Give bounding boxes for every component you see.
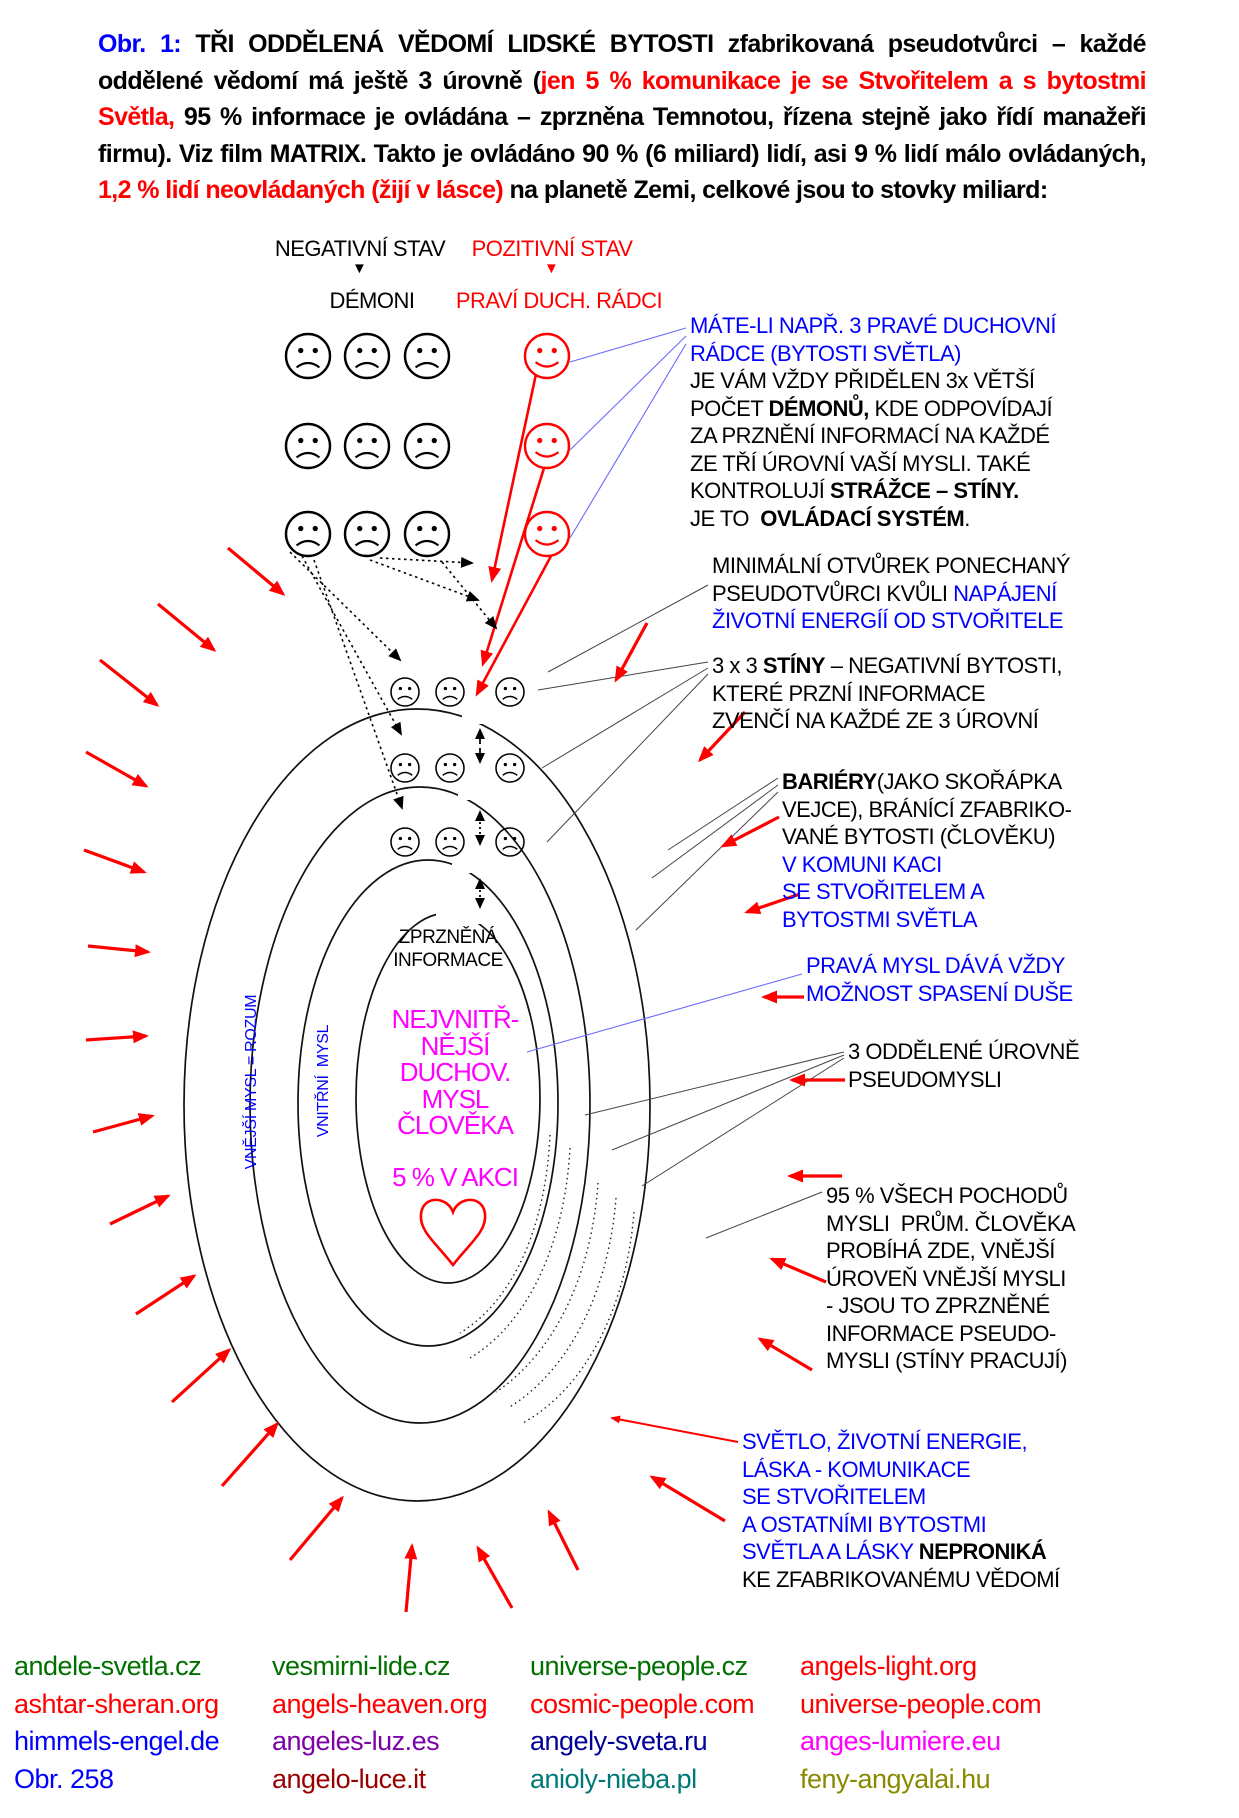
text-segment: vesmirni-lide.cz [272,1651,451,1681]
text-segment: anges-lumiere.eu [800,1726,1001,1757]
spirit-guide-faces [525,334,569,556]
footer-links-column-3 [530,1648,754,1798]
text-line [848,1038,1079,1066]
text-segment: MYSL [421,1083,489,1114]
text-line [690,422,1056,450]
text-line [782,796,1071,824]
text-line [806,980,1073,1008]
shadow-faces [391,678,524,856]
text-segment: BARIÉRY [782,769,877,794]
text-segment: SVĚTLO, ŽIVOTNÍ ENERGIE, [742,1429,1028,1454]
text-segment: – NEGATIVNÍ BYTOSTI, [825,653,1062,678]
text-line [742,1566,1060,1594]
text-line [800,1648,1041,1686]
frowning-face-icon [391,828,419,856]
text-segment: Obr. 1: [98,30,196,58]
text-segment: na planetě Zemi, celkové jsou to stovky miliard: [503,176,1048,204]
text-segment: ÚROVEŇ VNĚJŠÍ MYSLI [826,1265,1066,1291]
text-segment: 3 x 3 [712,653,763,678]
text-segment: A OSTATNÍMI BYTOSTMI [742,1511,987,1537]
text-line [530,1686,754,1724]
text-segment: angels-heaven.org [272,1688,488,1719]
smiling-face-icon [525,512,569,556]
text-segment: PSEUDOMYSLI [848,1066,1002,1092]
text-segment: SE STVOŘITELEM A [782,879,985,904]
text-segment: TŘI ODDĚLENÁ VĚDOMÍ LIDSKÉ BYTOSTI zfabrikovaná pseudotvůrci – každé oddělené vědomí má ještě 3 úrovně ( [98,30,1153,95]
text-segment: PROBÍHÁ ZDE, VNĚJŠÍ [826,1238,1055,1263]
text-line [712,707,1062,735]
negative-state-label: NEGATIVNÍ STAV [274,236,446,261]
text-segment: V KOMUNI KACI [782,851,942,877]
text-line [690,505,1056,533]
text-line [690,450,1056,478]
text-line [826,1210,1075,1238]
text-line [826,1182,1075,1210]
frowning-face-icon [286,424,330,468]
frowning-face-icon [286,334,330,378]
text-line [848,1066,1079,1094]
text-line [782,851,1071,879]
text-line [530,1761,754,1799]
text-segment: angely-sveta.ru [530,1726,708,1757]
smiling-face-icon [525,334,569,378]
text-segment: NAPÁJENÍ [953,580,1057,606]
text-segment: 3 ODDĚLENÉ ÚROVNĚ [848,1039,1080,1064]
text-segment: angels-light.org [800,1651,977,1681]
text-line [742,1483,1060,1511]
text-segment: anioly-nieba.pl [530,1763,697,1794]
positive-state-label: POZITIVNÍ STAV [471,236,633,261]
text-segment: SE STVOŘITELEM [742,1484,926,1509]
frowning-face-icon [345,334,389,378]
text-line [800,1723,1041,1761]
guide-pointer-lines [570,328,686,538]
smiling-face-icon [525,424,569,468]
demons-label: DÉMONI [329,288,415,313]
text-line [826,1265,1075,1293]
text-segment: NEJVNITŘ- [391,1004,519,1034]
text-line [355,1006,555,1033]
text-segment: VANÉ BYTOSTI (ČLOVĚKU) [782,824,1056,849]
text-line [712,652,1062,680]
annotation-barriers [782,768,1071,933]
text-segment: VEJCE), BRÁNÍCÍ ZFABRIKO- [782,796,1072,822]
text-segment: PRAVÁ MYSL DÁVÁ VŽDY [806,953,1065,978]
text-segment: jen 5 % komunikace je se Stvořitelem a s bytostmi Světla, [98,66,1153,131]
text-line [690,477,1056,505]
text-segment: - JSOU TO ZPRZNĚNÉ [826,1293,1050,1318]
spirit-guides-label: PRAVÍ DUCH. RÁDCI [455,288,663,313]
text-segment: andele-svetla.cz [14,1651,202,1681]
inner-mind-ring-label: VNITŘNÍ MYSL [315,1024,332,1138]
text-segment: MOŽNOST SPASENÍ DUŠE [806,980,1073,1006]
annotation-guides [690,312,1056,532]
frowning-face-icon [436,828,464,856]
text-line [712,552,1070,580]
text-segment: OVLÁDACÍ SYSTÉM [760,505,965,531]
annotation-true-mind [806,952,1073,1007]
text-line [530,1723,754,1761]
text-line [14,1761,219,1799]
text-line [712,580,1070,608]
corrupted-information-label [348,926,548,972]
text-line [530,1648,754,1686]
shell-openings [436,697,542,924]
text-segment: ashtar-sheran.org [14,1688,219,1719]
text-segment: MYSLI (STÍNY PRACUJÍ) [826,1348,1067,1373]
frowning-face-icon [436,678,464,706]
text-segment: cosmic-people.com [530,1688,755,1719]
footer-links-column-2 [272,1648,487,1798]
text-segment: MYSLI PRŮM. ČLOVĚKA [826,1210,1076,1236]
text-segment: NĚJŠÍ [420,1030,490,1061]
annotation-light [742,1428,1060,1593]
text-segment: POČET [690,395,769,421]
text-segment: INFORMACE PSEUDO- [826,1320,1056,1346]
text-segment: KDE ODPOVÍDAJÍ [868,395,1053,421]
text-line [690,367,1056,395]
text-segment: JE TO [690,505,761,531]
text-segment: 95 % VŠECH POCHODŮ [826,1183,1068,1208]
text-line [826,1292,1075,1320]
annotation-levels [848,1038,1079,1093]
text-segment: ŽIVOTNÍ ENERGÍÍ OD STVOŘITELE [712,608,1063,633]
light-pointer-line [612,1418,738,1442]
frowning-face-icon [405,334,449,378]
text-segment: SVĚTLA A LÁSKY [742,1539,919,1564]
text-line [690,312,1056,340]
text-line [355,1059,555,1086]
down-arrow-icon: ▼ [544,260,559,277]
text-segment: BYTOSTMI SVĚTLA [782,906,978,932]
text-segment: DÉMONŮ, [768,395,869,421]
text-line [826,1347,1075,1375]
text-segment: LÁSKA - KOMUNIKACE [742,1456,971,1482]
text-line [800,1761,1041,1799]
text-segment: ČLOVĚKA [397,1110,513,1140]
text-line [742,1511,1060,1539]
text-segment: ZE TŘÍ ÚROVNÍ VAŠÍ MYSLI. TAKÉ [690,450,1031,476]
true-mind-pointer-line [527,974,802,1052]
frowning-face-icon [391,678,419,706]
text-line [800,1686,1041,1724]
text-segment: STRÁŽCE – STÍNY. [829,478,1019,503]
text-line [272,1648,487,1686]
text-line [272,1761,487,1799]
frowning-face-icon [391,754,419,782]
text-segment: ZA PRZNĚNÍ INFORMACÍ NA KAŽDÉ [690,423,1050,448]
text-line [355,1030,555,1061]
annotation-opening [712,552,1070,635]
text-segment: ZPRZNĚNÁ [398,927,498,948]
frowning-face-icon [436,754,464,782]
outer-mind-ring-label: VNĚJŠÍ MYSL = ROZUM [243,994,260,1170]
text-line [806,952,1073,980]
text-segment: JE VÁM VŽDY PŘIDĚLEN 3x VĚTŠÍ [690,368,1035,393]
text-line [826,1237,1075,1265]
text-line [826,1320,1075,1348]
figure-caption [98,26,1153,209]
text-line [690,395,1056,423]
guide-influence-lines [477,374,551,694]
text-segment: STÍNY [762,653,826,678]
text-segment: himmels-engel.de [14,1726,220,1757]
text-segment: PSEUDOTVŮRCI KVŮLI [712,580,954,606]
text-segment: ZVENČÍ NA KAŽDÉ ZE 3 ÚROVNÍ [712,708,1039,733]
text-segment: INFORMACE [393,950,503,971]
frowning-face-icon [286,512,330,556]
text-line [742,1538,1060,1566]
frowning-face-icon [345,424,389,468]
text-segment: (JAKO SKOŘÁPKA [876,769,1062,794]
down-arrow-icon: ▼ [352,260,367,277]
text-segment: 95 % informace je ovládána – zprzněna Temnotou, řízena stejně jako řídí manažeři firmu). Viz film MATRIX. Takto je ovládáno 90 % (6 miliard) lidí, asi 9 % lidí málo ovládaných, [98,103,1153,168]
footer-links-column-4 [800,1648,1041,1798]
text-line [782,823,1071,851]
text-segment: KONTROLUJÍ [690,478,830,503]
text-segment: MÁTE-LI NAPŘ. 3 PRAVÉ DUCHOVNÍ [690,313,1056,338]
text-segment: angelo-luce.it [272,1763,426,1794]
text-line [782,906,1071,934]
text-line [348,926,548,949]
text-line [712,680,1062,708]
footer-links-column-1 [14,1648,219,1798]
annotation-processes [826,1182,1075,1375]
text-segment: NEPRONIKÁ [918,1539,1047,1564]
text-line [14,1723,219,1761]
text-segment: angeles-luz.es [272,1726,440,1757]
text-line [742,1428,1060,1456]
text-line [14,1648,219,1686]
frowning-face-icon [405,424,449,468]
text-segment: MINIMÁLNÍ OTVŮREK PONECHANÝ [712,553,1071,578]
text-segment: Obr. 258 [14,1763,114,1794]
text-segment: KTERÉ PRZNÍ INFORMACE [712,680,986,706]
text-segment: universe-people.com [800,1688,1042,1719]
text-segment: KE ZFABRIKOVANÉMU VĚDOMÍ [742,1566,1060,1592]
text-line [742,1456,1060,1484]
text-segment: RÁDCE (BYTOSTI SVĚTLA) [690,340,961,366]
text-line [355,1112,555,1139]
text-segment: universe-people.cz [530,1651,748,1681]
text-line [272,1686,487,1724]
demon-faces [286,334,449,556]
innermost-mind-label [355,1006,555,1139]
text-line [272,1723,487,1761]
text-segment: 1,2 % lidí neovládaných (žijí v lásce) [98,176,504,204]
text-line [14,1686,219,1724]
frowning-face-icon [405,512,449,556]
text-segment: feny-angyalai.hu [800,1763,991,1794]
demon-influence-arrows [290,552,496,808]
text-line [690,340,1056,368]
annotation-shadows [712,652,1062,735]
text-line [712,607,1070,635]
frowning-face-icon [345,512,389,556]
text-line [355,1083,555,1114]
text-line [782,768,1071,796]
text-line [782,878,1071,906]
action-percentage-label: 5 % V AKCI [392,1162,518,1192]
text-segment: . [964,505,970,531]
text-line [348,949,548,972]
text-segment: DUCHOV. [399,1057,511,1087]
heart-outline-icon [421,1200,485,1265]
